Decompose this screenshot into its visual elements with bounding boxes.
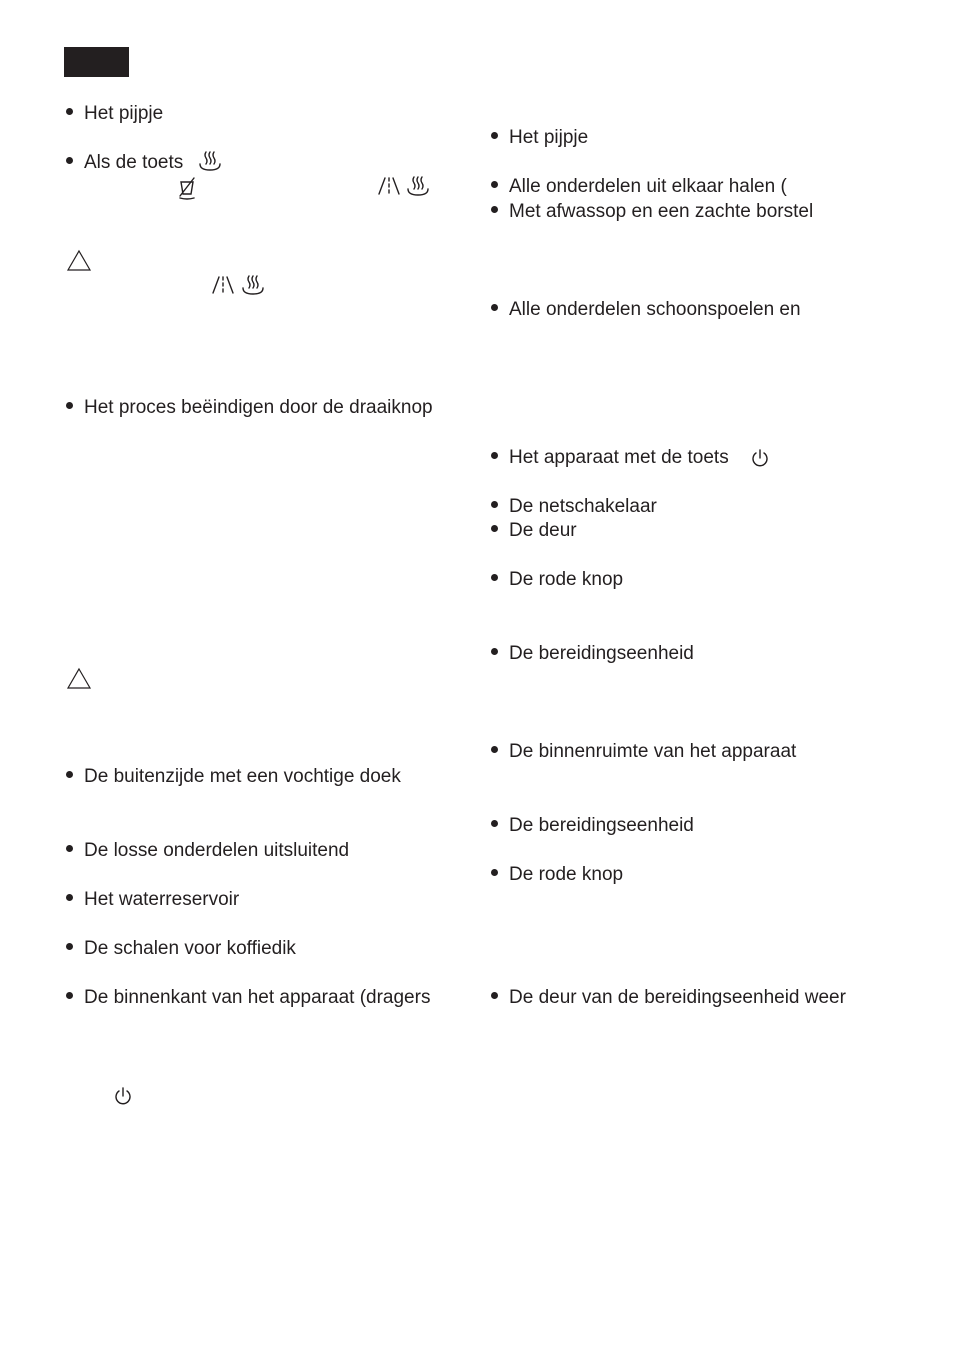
list-item-text: De deur (509, 520, 577, 541)
list-item (491, 495, 657, 519)
steam-icon (405, 175, 431, 197)
bullet (66, 992, 73, 999)
list-item (491, 568, 623, 592)
list-item-text: Als de toets (84, 152, 184, 173)
list-item (491, 200, 813, 224)
list-item (66, 888, 239, 912)
steam-icon (240, 274, 266, 296)
steam-icon (197, 150, 223, 172)
list-item (491, 986, 846, 1010)
list-item-text: De rode knop (509, 864, 624, 885)
bullet (66, 771, 73, 778)
list-item (66, 986, 430, 1010)
bullet (66, 157, 73, 164)
list-item (491, 175, 787, 199)
list-item-text: De bereidingseenheid (509, 815, 694, 836)
list-item-text: Het pijpje (509, 127, 589, 148)
list-item-text: Met afwassop en een zachte borstel (509, 201, 814, 222)
list-item (491, 298, 801, 322)
bullet (491, 746, 498, 753)
bullet (491, 304, 498, 311)
bullet (491, 574, 498, 581)
list-item-text: Het proces beëindigen door de draaiknop (84, 397, 433, 418)
bullet (491, 992, 498, 999)
list-item-text: Het pijpje (84, 103, 164, 124)
list-item-text: Het waterreservoir (84, 889, 240, 910)
bullet (491, 525, 498, 532)
list-item (66, 396, 433, 420)
bullet (66, 894, 73, 901)
no-milk-icon (176, 176, 198, 200)
section-tab (64, 47, 129, 77)
list-item (491, 740, 796, 764)
list-item-text: De deur van de bereidingseenheid weer (509, 987, 846, 1008)
list-item-text: De schalen voor koffiedik (84, 938, 296, 959)
bullet (491, 206, 498, 213)
bullet (491, 869, 498, 876)
list-item (66, 839, 349, 863)
list-item (491, 446, 729, 470)
list-item (491, 642, 694, 666)
bullet (491, 452, 498, 459)
power-icon (750, 448, 770, 468)
list-item-text: De bereidingseenheid (509, 643, 694, 664)
bullet (66, 845, 73, 852)
list-item-text: Alle onderdelen uit elkaar halen ( (509, 176, 787, 197)
list-item (491, 863, 623, 887)
list-item-text: Alle onderdelen schoonspoelen en (509, 299, 801, 320)
list-item (491, 126, 588, 150)
list-item-text: De binnenkant van het apparaat (dragers (84, 987, 431, 1008)
power-icon (113, 1086, 133, 1106)
list-item (491, 519, 577, 543)
list-item-text: De netschakelaar (509, 496, 657, 517)
warning-triangle-icon (66, 667, 92, 690)
list-item-text: De buitenzijde met een vochtige doek (84, 766, 401, 787)
bullet (66, 943, 73, 950)
list-item-text: Het apparaat met de toets (509, 447, 729, 468)
bullet (491, 132, 498, 139)
list-item (66, 151, 183, 175)
bullet (491, 501, 498, 508)
list-item-text: De losse onderdelen uitsluitend (84, 840, 350, 861)
list-item (66, 765, 401, 789)
list-item (66, 937, 296, 961)
spray-icon (209, 275, 237, 297)
list-item-text: De rode knop (509, 569, 624, 590)
list-item-text: De binnenruimte van het apparaat (509, 741, 797, 762)
bullet (491, 648, 498, 655)
bullet (66, 402, 73, 409)
list-item (491, 814, 694, 838)
list-item (66, 102, 163, 126)
bullet (491, 820, 498, 827)
spray-icon (375, 176, 403, 198)
bullet (66, 108, 73, 115)
warning-triangle-icon (66, 249, 92, 272)
bullet (491, 181, 498, 188)
